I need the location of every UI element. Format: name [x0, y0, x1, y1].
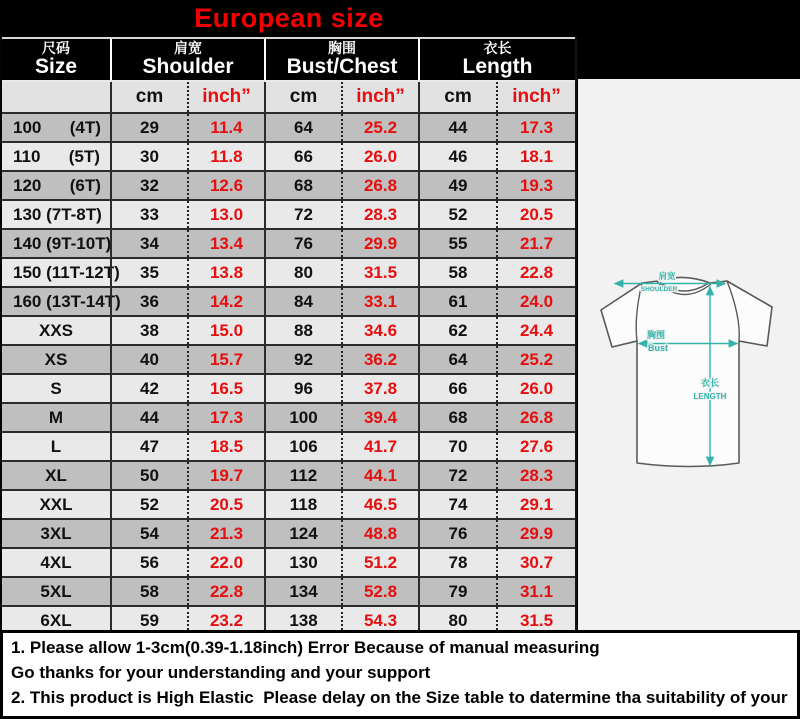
length-cm-cell: 55 [418, 230, 496, 257]
shoulder-inch-cell: 15.7 [187, 346, 264, 373]
bust-cm-cell: 100 [264, 404, 341, 431]
shoulder-cm-cell: 54 [110, 520, 187, 547]
length-cm-cell: 79 [418, 578, 496, 605]
col-header-bust-en: Bust/Chest [286, 54, 398, 78]
col-header-size-zh: 尺码 [42, 40, 70, 57]
shoulder-label-en: SHOULDER [640, 286, 678, 293]
notes-section [0, 630, 800, 719]
shoulder-cm-cell: 29 [110, 114, 187, 141]
shoulder-label-zh: 肩宽 [658, 271, 676, 281]
unit-shoulder-cm: cm [110, 82, 187, 112]
unit-length-cm: cm [418, 82, 496, 112]
length-cm-cell: 68 [418, 404, 496, 431]
bust-inch-cell: 26.8 [341, 172, 418, 199]
shoulder-inch-cell: 13.0 [187, 201, 264, 228]
length-inch-cell: 18.1 [496, 143, 575, 170]
shoulder-inch-cell: 14.2 [187, 288, 264, 315]
note-line-1: 1. Please allow 1-3cm(0.39-1.18inch) Error Because of manual measuring [11, 638, 600, 658]
bust-cm-cell: 130 [264, 549, 341, 576]
bust-cm-cell: 76 [264, 230, 341, 257]
bust-inch-cell: 41.7 [341, 433, 418, 460]
table-row [2, 344, 575, 373]
table-body [2, 112, 575, 634]
page-title: European size [194, 3, 384, 33]
size-cell: 150 (11T-12T) [13, 262, 120, 282]
shoulder-cm-cell: 59 [110, 607, 187, 634]
col-header-shoulder [110, 39, 264, 80]
bust-inch-cell: 46.5 [341, 491, 418, 518]
length-label-zh: 衣长 [700, 378, 720, 388]
length-cm-cell: 74 [418, 491, 496, 518]
bust-cm-cell: 124 [264, 520, 341, 547]
size-cell: 140 (9T-10T) [13, 233, 112, 253]
shoulder-cm-cell: 58 [110, 578, 187, 605]
shoulder-cm-cell: 56 [110, 549, 187, 576]
length-inch-cell: 31.1 [496, 578, 575, 605]
table-row [2, 576, 575, 605]
bust-inch-cell: 31.5 [341, 259, 418, 286]
unit-bust-cm: cm [264, 82, 341, 112]
table-row [2, 112, 575, 141]
col-header-length [418, 39, 575, 80]
col-header-bust [264, 39, 418, 80]
length-cm-cell: 44 [418, 114, 496, 141]
title-band [0, 0, 578, 37]
table-row [2, 199, 575, 228]
table-header-row [2, 37, 575, 82]
length-inch-cell: 20.5 [496, 201, 575, 228]
table-row [2, 460, 575, 489]
shoulder-inch-cell: 13.4 [187, 230, 264, 257]
shoulder-inch-cell: 11.8 [187, 143, 264, 170]
table-row [2, 373, 575, 402]
bust-cm-cell: 138 [264, 607, 341, 634]
unit-length-inch: inch” [496, 82, 575, 112]
tshirt-diagram-icon [578, 79, 800, 630]
bust-cm-cell: 92 [264, 346, 341, 373]
length-cm-cell: 66 [418, 375, 496, 402]
size-cell: 120 (6T) [13, 175, 101, 195]
shoulder-cm-cell: 34 [110, 230, 187, 257]
note-line-2: Go thanks for your understanding and your support [11, 663, 431, 683]
bust-inch-cell: 39.4 [341, 404, 418, 431]
bust-cm-cell: 64 [264, 114, 341, 141]
table-row [2, 228, 575, 257]
bust-label-zh: 胸围 [646, 330, 666, 340]
length-inch-cell: 22.8 [496, 259, 575, 286]
bust-cm-cell: 80 [264, 259, 341, 286]
table-row [2, 141, 575, 170]
table-row [2, 547, 575, 576]
shoulder-cm-cell: 40 [110, 346, 187, 373]
bust-inch-cell: 51.2 [341, 549, 418, 576]
bust-cm-cell: 96 [264, 375, 341, 402]
unit-blank-cell [2, 82, 110, 112]
shoulder-cm-cell: 50 [110, 462, 187, 489]
table-row [2, 431, 575, 460]
length-inch-cell: 28.3 [496, 462, 575, 489]
size-cell: 6XL [40, 610, 72, 630]
bust-cm-cell: 106 [264, 433, 341, 460]
length-inch-cell: 26.0 [496, 375, 575, 402]
shoulder-inch-cell: 12.6 [187, 172, 264, 199]
size-cell: 3XL [40, 523, 72, 543]
shoulder-cm-cell: 52 [110, 491, 187, 518]
size-table [0, 37, 577, 634]
length-inch-cell: 24.4 [496, 317, 575, 344]
size-cell: XL [45, 465, 67, 485]
shoulder-cm-cell: 47 [110, 433, 187, 460]
note-line-3: 2. This product is High Elastic Please delay on the Size table to datermine tha suitability of your [11, 688, 788, 708]
size-cell: S [50, 378, 62, 398]
size-cell: M [48, 407, 64, 427]
length-cm-cell: 46 [418, 143, 496, 170]
length-cm-cell: 76 [418, 520, 496, 547]
bust-cm-cell: 134 [264, 578, 341, 605]
size-cell: L [50, 436, 62, 456]
table-unit-row [2, 82, 575, 112]
bust-cm-cell: 66 [264, 143, 341, 170]
size-cell: 110 (5T) [13, 146, 100, 166]
shoulder-inch-cell: 21.3 [187, 520, 264, 547]
table-row [2, 257, 575, 286]
shoulder-inch-cell: 22.0 [187, 549, 264, 576]
length-inch-cell: 26.8 [496, 404, 575, 431]
length-inch-cell: 29.9 [496, 520, 575, 547]
length-inch-cell: 19.3 [496, 172, 575, 199]
shoulder-inch-cell: 20.5 [187, 491, 264, 518]
col-header-shoulder-zh: 肩宽 [174, 40, 202, 57]
table-row [2, 489, 575, 518]
col-header-size-en: Size [34, 54, 78, 78]
unit-bust-inch: inch” [341, 82, 418, 112]
size-cell: XXL [39, 494, 73, 514]
length-inch-cell: 30.7 [496, 549, 575, 576]
length-cm-cell: 58 [418, 259, 496, 286]
bust-inch-cell: 54.3 [341, 607, 418, 634]
shoulder-cm-cell: 32 [110, 172, 187, 199]
length-cm-cell: 52 [418, 201, 496, 228]
length-inch-cell: 25.2 [496, 346, 575, 373]
col-header-size [2, 39, 110, 80]
size-cell: 5XL [40, 581, 72, 601]
size-cell: XXS [38, 320, 74, 340]
shoulder-inch-cell: 13.8 [187, 259, 264, 286]
bust-inch-cell: 48.8 [341, 520, 418, 547]
bust-inch-cell: 34.6 [341, 317, 418, 344]
length-cm-cell: 80 [418, 607, 496, 634]
shoulder-cm-cell: 44 [110, 404, 187, 431]
bust-inch-cell: 29.9 [341, 230, 418, 257]
length-inch-cell: 17.3 [496, 114, 575, 141]
bust-inch-cell: 26.0 [341, 143, 418, 170]
shoulder-cm-cell: 33 [110, 201, 187, 228]
table-row [2, 402, 575, 431]
shoulder-cm-cell: 30 [110, 143, 187, 170]
table-row [2, 286, 575, 315]
bust-inch-cell: 37.8 [341, 375, 418, 402]
shoulder-inch-cell: 15.0 [187, 317, 264, 344]
unit-shoulder-inch: inch” [187, 82, 264, 112]
shoulder-inch-cell: 11.4 [187, 114, 264, 141]
shoulder-inch-cell: 19.7 [187, 462, 264, 489]
shirt-diagram-panel [578, 79, 800, 630]
shoulder-inch-cell: 23.2 [187, 607, 264, 634]
bust-inch-cell: 52.8 [341, 578, 418, 605]
shoulder-cm-cell: 35 [110, 259, 187, 286]
col-header-shoulder-en: Shoulder [142, 54, 234, 78]
bust-inch-cell: 44.1 [341, 462, 418, 489]
length-inch-cell: 24.0 [496, 288, 575, 315]
bust-cm-cell: 118 [264, 491, 341, 518]
shoulder-cm-cell: 36 [110, 288, 187, 315]
length-cm-cell: 64 [418, 346, 496, 373]
size-cell: 130 (7T-8T) [13, 204, 102, 224]
length-cm-cell: 78 [418, 549, 496, 576]
length-cm-cell: 62 [418, 317, 496, 344]
length-inch-cell: 21.7 [496, 230, 575, 257]
length-cm-cell: 72 [418, 462, 496, 489]
shoulder-inch-cell: 17.3 [187, 404, 264, 431]
size-cell: 4XL [40, 552, 72, 572]
table-row [2, 170, 575, 199]
length-inch-cell: 29.1 [496, 491, 575, 518]
bust-label-en: Bust [648, 343, 668, 353]
size-cell: XS [44, 349, 68, 369]
bust-inch-cell: 28.3 [341, 201, 418, 228]
shoulder-inch-cell: 22.8 [187, 578, 264, 605]
bust-cm-cell: 88 [264, 317, 341, 344]
length-inch-cell: 27.6 [496, 433, 575, 460]
bust-inch-cell: 33.1 [341, 288, 418, 315]
bust-inch-cell: 36.2 [341, 346, 418, 373]
length-cm-cell: 49 [418, 172, 496, 199]
col-header-bust-zh: 胸围 [328, 40, 356, 57]
shoulder-inch-cell: 16.5 [187, 375, 264, 402]
bust-cm-cell: 68 [264, 172, 341, 199]
length-cm-cell: 61 [418, 288, 496, 315]
length-inch-cell: 31.5 [496, 607, 575, 634]
bust-cm-cell: 72 [264, 201, 341, 228]
length-cm-cell: 70 [418, 433, 496, 460]
shoulder-inch-cell: 18.5 [187, 433, 264, 460]
bust-cm-cell: 84 [264, 288, 341, 315]
col-header-length-zh: 衣长 [483, 40, 512, 57]
table-row [2, 518, 575, 547]
size-cell: 160 (13T-14T) [13, 291, 121, 311]
col-header-length-en: Length [462, 54, 533, 78]
table-row [2, 315, 575, 344]
size-cell: 100 (4T) [13, 117, 101, 137]
bust-inch-cell: 25.2 [341, 114, 418, 141]
length-label-en: LENGTH [693, 392, 727, 401]
shoulder-cm-cell: 38 [110, 317, 187, 344]
bust-cm-cell: 112 [264, 462, 341, 489]
shoulder-cm-cell: 42 [110, 375, 187, 402]
